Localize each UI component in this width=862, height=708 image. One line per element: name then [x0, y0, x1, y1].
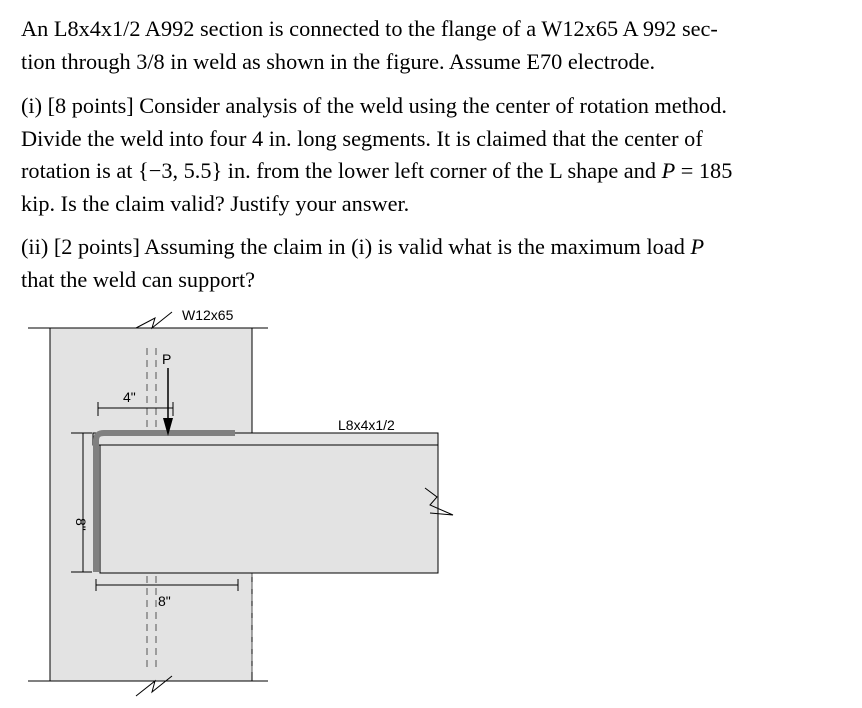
column-break-top: [136, 312, 172, 328]
dim-top-label: 4": [123, 389, 136, 405]
angle-section-label: L8x4x1/2: [338, 417, 395, 433]
part1-line-1: (i) [8 points] Consider analysis of the weld using the center of rotation method.: [21, 93, 727, 118]
part2-variable-p: P: [690, 234, 705, 259]
dim-left-label: 8": [73, 518, 89, 531]
part1-line-3-post: = 185: [675, 158, 733, 183]
intro-line-1: An L8x4x1/2 A992 section is connected to the flange of a W12x65 A 992 sec-: [21, 16, 718, 41]
angle-connected-leg: [100, 445, 438, 573]
part1-line-4: kip. Is the claim valid? Justify your answer.: [21, 190, 410, 216]
load-label: P: [162, 351, 172, 367]
column-section-label: W12x65: [182, 307, 234, 323]
part1-variable-p: P: [661, 158, 676, 183]
part-2-question: [21, 231, 821, 296]
part2-line-2: that the weld can support?: [21, 266, 256, 292]
part1-line-3-pre: rotation is at {−3, 5.5} in. from the lower left corner of the L shape and: [21, 158, 662, 183]
connection-figure: [0, 300, 862, 708]
intro-line-2: tion through 3/8 in weld as shown in the figure. Assume E70 electrode.: [21, 48, 656, 74]
part1-line-2: Divide the weld into four 4 in. long segments. It is claimed that the center of: [21, 125, 703, 151]
part-1-question: [21, 90, 821, 220]
dim-bottom-label: 8": [158, 593, 171, 609]
problem-intro: [21, 13, 821, 78]
part2-line-1-pre: (ii) [2 points] Assuming the claim in (i) is valid what is the maximum load: [21, 234, 691, 259]
